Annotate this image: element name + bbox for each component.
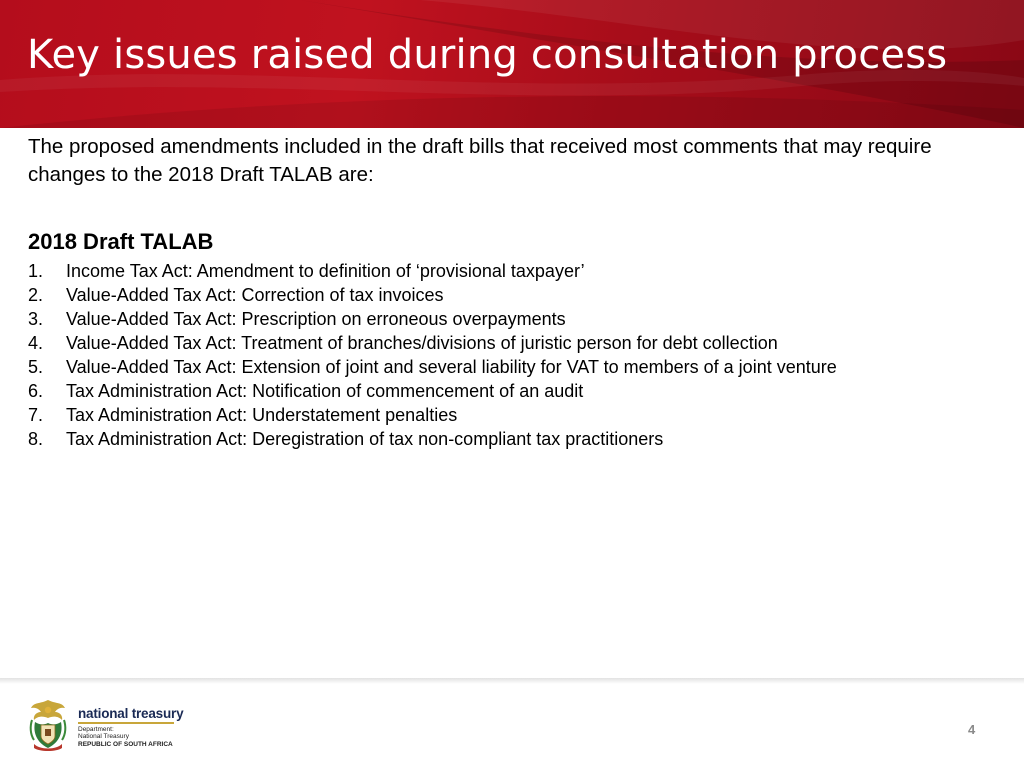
list-item-number: 5. xyxy=(28,357,44,377)
issues-list xyxy=(28,259,837,451)
page-number: 4 xyxy=(968,722,976,737)
list-item xyxy=(28,403,837,427)
list-item-number: 6. xyxy=(28,381,44,401)
list-item-text: Value-Added Tax Act: Extension of joint and several liability for VAT to members of a joint venture xyxy=(66,357,837,377)
list-item-number: 8. xyxy=(28,429,44,449)
list-item-number: 7. xyxy=(28,405,44,425)
list-item xyxy=(28,331,837,355)
list-item xyxy=(28,379,837,403)
list-item-text: Tax Administration Act: Deregistration of tax non-compliant tax practitioners xyxy=(66,429,664,449)
brand-rule xyxy=(78,722,174,724)
slide-title: Key issues raised during consultation process xyxy=(27,32,948,78)
list-item-text: Tax Administration Act: Notification of commencement of an audit xyxy=(66,381,584,401)
list-item-text: Value-Added Tax Act: Prescription on erroneous overpayments xyxy=(66,309,566,329)
slide-header xyxy=(0,0,1024,128)
list-item xyxy=(28,283,837,307)
footer-divider xyxy=(0,678,1024,684)
brand-name: national treasury xyxy=(78,706,184,721)
intro-paragraph: The proposed amendments included in the draft bills that received most comments that may require changes to the 2018 Draft TALAB are: xyxy=(28,135,932,186)
list-item-text: Value-Added Tax Act: Treatment of branches/divisions of juristic person for debt collection xyxy=(66,333,778,353)
list-item xyxy=(28,259,837,283)
list-item xyxy=(28,427,837,451)
national-treasury-logo xyxy=(28,698,183,752)
list-item-text: Tax Administration Act: Understatement penalties xyxy=(66,405,458,425)
list-item-number: 2. xyxy=(28,285,44,305)
department-name: National Treasury xyxy=(78,733,129,740)
list-item-text: Income Tax Act: Amendment to definition of ‘provisional taxpayer’ xyxy=(66,261,585,281)
list-item-number: 4. xyxy=(28,333,44,353)
coat-of-arms-icon xyxy=(28,698,68,752)
list-item-number: 1. xyxy=(28,261,44,281)
section-title: 2018 Draft TALAB xyxy=(28,229,214,254)
country-name: REPUBLIC OF SOUTH AFRICA xyxy=(78,740,173,748)
department-label: Department: xyxy=(78,725,114,733)
list-item-text: Value-Added Tax Act: Correction of tax invoices xyxy=(66,285,444,305)
list-item-number: 3. xyxy=(28,309,44,329)
list-item xyxy=(28,307,837,331)
list-item xyxy=(28,355,837,379)
